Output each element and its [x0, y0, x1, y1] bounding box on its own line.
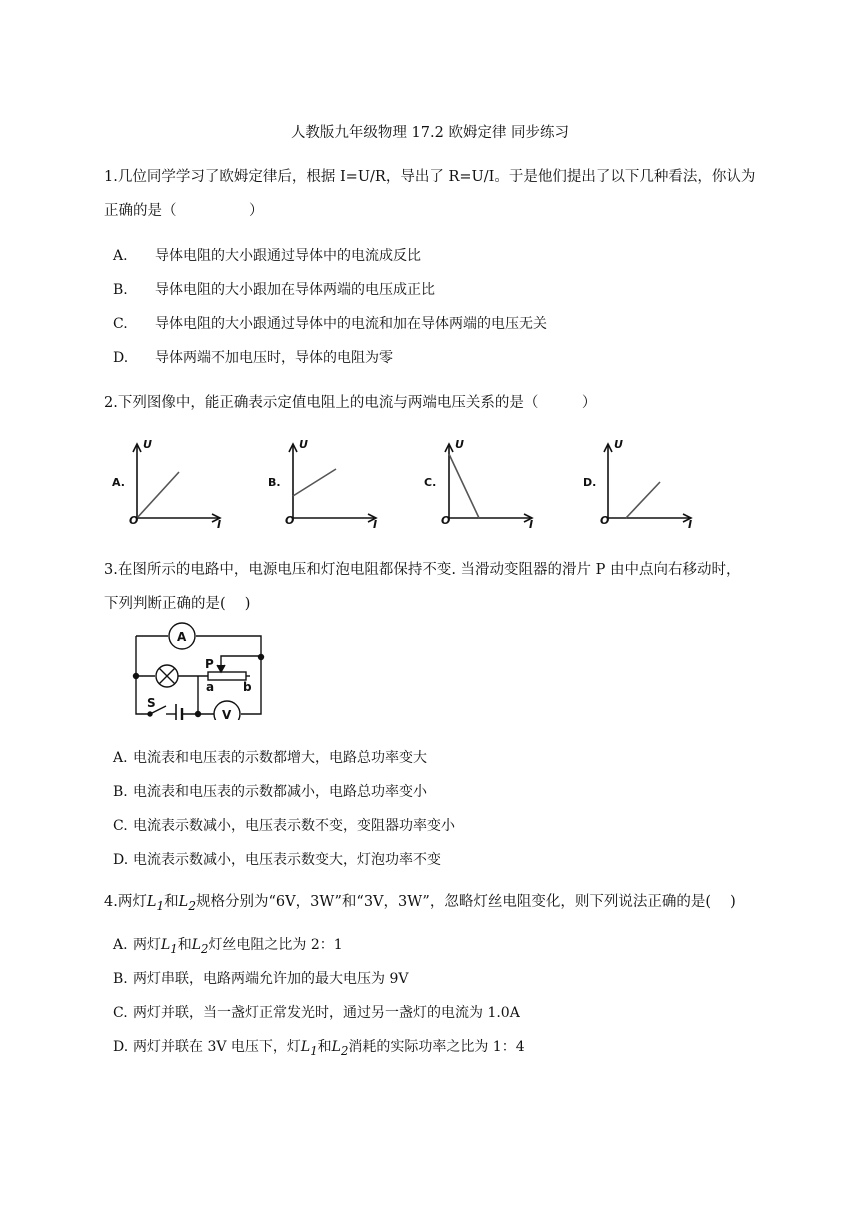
graph-b-axis-y-label: U	[299, 438, 308, 451]
graph-d	[604, 444, 691, 522]
graph-c-axis-x-label: I	[529, 518, 534, 531]
q3-option-a[interactable]	[113, 749, 427, 767]
graph-b	[289, 444, 376, 522]
graph-c-label: C.	[424, 476, 437, 489]
l2-symbol: $L_2$	[331, 1039, 349, 1058]
q3-stem-line2: 下列判断正确的是( )	[104, 596, 251, 612]
q3-stem-line1: 3.在图所示的电路中，电源电压和灯泡电阻都保持不变. 当滑动变阻器的滑片 P 由中点向右移动时，	[104, 562, 741, 578]
page-title: 人教版九年级物理 17.2 欧姆定律 同步练习	[290, 125, 570, 141]
q1-option-b[interactable]	[113, 281, 435, 299]
option-letter: B.	[113, 282, 128, 298]
q3-option-d[interactable]	[113, 851, 441, 869]
switch-pivot	[148, 712, 152, 716]
option-letter: D.	[113, 1039, 129, 1055]
q4-option-d[interactable]	[113, 1038, 525, 1060]
option-text: 两灯并联，当一盏灯正常发光时，通过另一盏灯的电流为 1.0A	[133, 1005, 520, 1021]
graph-c-axis-y-label: U	[455, 438, 464, 451]
option-letter: B.	[113, 784, 128, 800]
q1-option-d[interactable]	[113, 349, 393, 367]
option-text: 电流表和电压表的示数都减小，电路总功率变小	[133, 784, 427, 800]
rheostat-body	[208, 672, 246, 680]
q1-option-a[interactable]	[113, 247, 421, 265]
graph-d-axis-x-label: I	[688, 518, 693, 531]
option-text: 两灯串联，电路两端允许加的最大电压为 9V	[133, 971, 409, 987]
graph-a-axis-x-label: I	[217, 518, 222, 531]
junction-left	[134, 674, 139, 679]
option-mid: 和	[317, 1039, 332, 1055]
q4-option-a[interactable]	[113, 936, 343, 958]
graph-a-axis-y-label: U	[143, 438, 152, 451]
q4-l1: $L_1$	[146, 894, 165, 913]
junction-right	[259, 655, 264, 660]
q4-stem-and: 和	[164, 894, 179, 910]
graph-b-origin: O	[285, 514, 295, 527]
l1-symbol: $L_1$	[300, 1039, 318, 1058]
option-letter: A.	[113, 750, 128, 766]
junction-bottom	[196, 712, 201, 717]
q4-stem-pre: 4.两灯	[104, 894, 147, 910]
q2-stem: 2.下列图像中，能正确表示定值电阻上的电流与两端电压关系的是（ ）	[104, 395, 597, 411]
graph-d-label: D.	[583, 476, 597, 489]
slider-arrow-head	[217, 665, 225, 672]
option-text: 导体电阻的大小跟加在导体两端的电压成正比	[155, 282, 435, 298]
lamp-cross	[159, 668, 175, 684]
q3-circuit	[126, 620, 276, 720]
l2-symbol: $L_2$	[191, 937, 209, 956]
graph-c-line	[449, 454, 479, 518]
option-text: 导体电阻的大小跟通过导体中的电流成反比	[155, 248, 421, 264]
graph-d-origin: O	[600, 514, 610, 527]
option-letter: D.	[113, 852, 129, 868]
option-letter: A.	[113, 248, 128, 264]
graph-c-origin: O	[441, 514, 451, 527]
rheostat-end-a: a	[206, 680, 215, 694]
rheostat-end-b: b	[243, 680, 252, 694]
option-mid: 和	[177, 937, 192, 953]
graph-a-line	[137, 472, 179, 518]
option-text: 电流表示数减小，电压表示数变大，灯泡功率不变	[133, 852, 441, 868]
q1-option-c[interactable]	[113, 315, 547, 333]
graph-b-line	[293, 469, 336, 496]
option-post: 灯丝电阻之比为 2：1	[208, 937, 343, 953]
q3-option-b[interactable]	[113, 783, 427, 801]
q1-stem-line1: 1.几位同学学习了欧姆定律后，根据 I=U/R，导出了 R=U/I。于是他们提出了以下几种看法，你认为	[104, 169, 756, 185]
option-letter: C.	[113, 1005, 128, 1021]
option-letter: D.	[113, 350, 129, 366]
option-text: 电流表和电压表的示数都增大，电路总功率变大	[133, 750, 427, 766]
graph-d-line	[626, 482, 660, 518]
option-letter: C.	[113, 818, 128, 834]
graph-c	[445, 444, 532, 522]
q4-option-b[interactable]	[113, 970, 408, 988]
q1-stem-line2: 正确的是（ ）	[104, 203, 264, 219]
q4-stem-post: 规格分别为“6V，3W”和“3V，3W”，忽略灯丝电阻变化，则下列说法正确的是( )	[196, 894, 736, 910]
q2-graphs	[104, 432, 704, 532]
l1-symbol: $L_1$	[161, 937, 178, 956]
q3-option-c[interactable]	[113, 817, 455, 835]
option-letter: C.	[113, 316, 128, 332]
graph-a-label: A.	[112, 476, 125, 489]
q4-option-c[interactable]	[113, 1004, 520, 1022]
option-pre: 两灯并联在 3V 电压下，灯	[133, 1039, 301, 1055]
voltmeter-label: V	[222, 708, 232, 720]
switch-label: S	[147, 696, 156, 710]
slider-label: P	[205, 657, 214, 671]
option-letter: B.	[113, 971, 128, 987]
option-post: 消耗的实际功率之比为 1：4	[348, 1039, 525, 1055]
graph-b-label: B.	[268, 476, 281, 489]
graph-a-origin: O	[129, 514, 139, 527]
ammeter-label: A	[177, 630, 187, 644]
option-letter: A.	[113, 937, 128, 953]
slider-arrow	[221, 656, 261, 666]
option-text: 导体两端不加电压时，导体的电阻为零	[155, 350, 393, 366]
option-text: 电流表示数减小，电压表示数不变，变阻器功率变小	[133, 818, 455, 834]
q4-stem	[104, 893, 736, 915]
graph-a	[133, 444, 220, 522]
graph-b-axis-x-label: I	[373, 518, 378, 531]
option-text: 导体电阻的大小跟通过导体中的电流和加在导体两端的电压无关	[155, 316, 547, 332]
graph-d-axis-y-label: U	[614, 438, 623, 451]
wire-top-right	[196, 636, 261, 714]
option-pre: 两灯	[133, 937, 161, 953]
q4-l2: $L_2$	[178, 894, 196, 913]
